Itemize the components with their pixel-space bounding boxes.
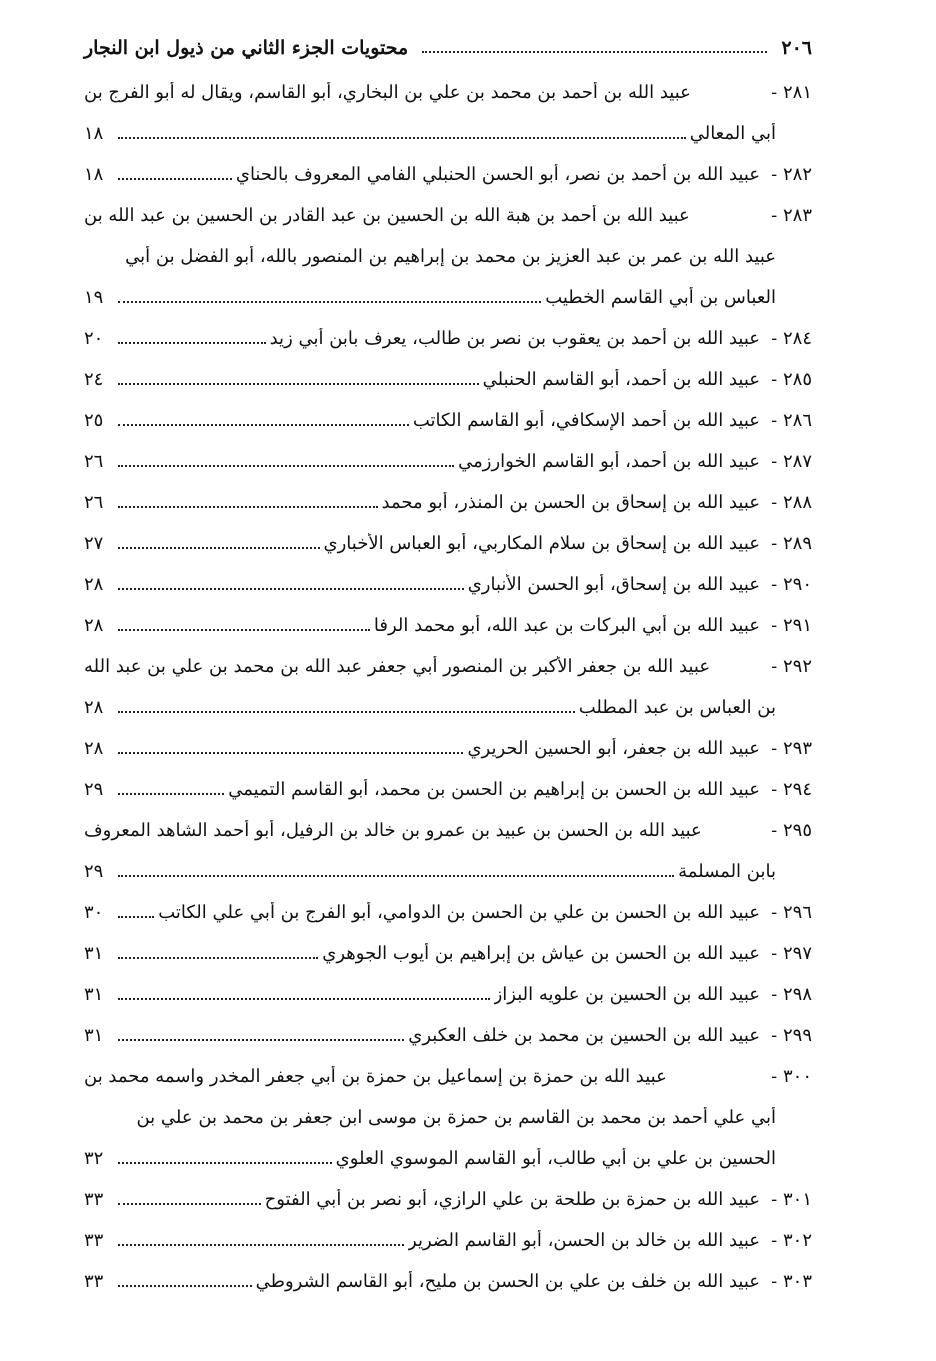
entry-number: ٢٩٦ - (771, 902, 812, 923)
entry-line (84, 482, 812, 523)
entry-line (84, 113, 812, 154)
entry-number: ٣٠١ - (771, 1189, 812, 1210)
toc-entry (84, 1056, 812, 1179)
leader-dots (118, 1039, 404, 1041)
entry-text: عبيد الله بن حمزة بن إسماعيل بن حمزة بن أبي جعفر المخدر واسمه محمد بن (84, 1066, 667, 1087)
entry-text: الحسين بن علي بن أبي طالب، أبو القاسم الموسوي العلوي (335, 1148, 776, 1169)
header-dots (422, 51, 767, 53)
toc-entry (84, 318, 812, 359)
entry-text: أبي علي أحمد بن محمد بن القاسم بن حمزة بن موسى ابن جعفر بن محمد بن علي بن (136, 1107, 776, 1128)
entry-page-number: ٢٨ (84, 738, 104, 759)
entry-line (84, 318, 812, 359)
entry-number: ٢٨٩ - (771, 533, 812, 554)
toc-entry (84, 441, 812, 482)
leader-dots (118, 875, 674, 877)
toc-entry (84, 400, 812, 441)
entry-page-number: ٣٠ (84, 902, 104, 923)
entry-line (84, 195, 812, 236)
entry-line (84, 564, 812, 605)
entry-text: عبيد الله بن الحسن بن عبيد بن عمرو بن خالد بن الرفيل، أبو أحمد الشاهد المعروف (84, 820, 702, 841)
entry-page-number: ٣٣ (84, 1230, 104, 1251)
entry-line (84, 933, 812, 974)
entry-text: عبيد الله بن أحمد الإسكافي، أبو القاسم الكاتب (412, 410, 760, 431)
entry-page-number: ١٩ (84, 287, 104, 308)
entry-line (84, 1056, 812, 1097)
toc-list (84, 72, 812, 1302)
leader-dots (118, 588, 464, 590)
entry-number: ٢٩٩ - (771, 1025, 812, 1046)
entry-line (84, 359, 812, 400)
leader-dots (118, 178, 232, 180)
entry-text: عبيد الله بن جعفر الأكبر بن المنصور أبي جعفر عبد الله بن محمد بن علي بن عبد الله (84, 656, 711, 677)
entry-text: عبيد الله بن الحسين بن علويه البزاز (493, 984, 760, 1005)
entry-line (84, 769, 812, 810)
entry-number: ٢٨٣ - (771, 205, 812, 226)
entry-page-number: ٢٦ (84, 492, 104, 513)
leader-dots (118, 752, 463, 754)
entry-text: عبيد الله بن أحمد بن هبة الله بن الحسين بن عبد القادر بن الحسين بن عبد الله بن (84, 205, 690, 226)
toc-entry (84, 1261, 812, 1302)
toc-entry (84, 974, 812, 1015)
toc-entry (84, 769, 812, 810)
entry-page-number: ٣١ (84, 943, 104, 964)
entry-text: عبيد الله بن الحسين بن محمد بن خلف العكبري (408, 1025, 760, 1046)
entry-number: ٢٩٤ - (771, 779, 812, 800)
leader-dots (118, 1203, 261, 1205)
toc-entry (84, 195, 812, 318)
toc-entry (84, 810, 812, 892)
entry-text: عبيد الله بن الحسن بن عياش بن إبراهيم بن أيوب الجوهري (322, 943, 760, 964)
entry-text: العباس بن أبي القاسم الخطيب (545, 287, 776, 308)
leader-dots (118, 547, 320, 549)
leader-dots (118, 137, 686, 139)
entry-page-number: ٢٨ (84, 615, 104, 636)
leader-dots (118, 793, 224, 795)
entry-number: ٢٩٨ - (771, 984, 812, 1005)
entry-page-number: ٢٩ (84, 861, 104, 882)
toc-entry (84, 646, 812, 728)
entry-line (84, 523, 812, 564)
entry-page-number: ٢٦ (84, 451, 104, 472)
entry-text: عبيد الله بن جعفر، أبو الحسين الحريري (467, 738, 760, 759)
entry-page-number: ٣١ (84, 984, 104, 1005)
entry-page-number: ٢٨ (84, 697, 104, 718)
leader-dots (118, 465, 454, 467)
entry-text: عبيد الله بن إسحاق بن الحسن بن المنذر، أبو محمد (381, 492, 760, 513)
entry-text: عبيد الله بن إسحاق، أبو الحسن الأنباري (467, 574, 760, 595)
page (84, 30, 812, 1302)
toc-entry (84, 1015, 812, 1056)
toc-entry (84, 1220, 812, 1261)
entry-line (84, 605, 812, 646)
toc-entry (84, 933, 812, 974)
entry-number: ٣٠٣ - (771, 1271, 812, 1292)
entry-number: ٢٩٣ - (771, 738, 812, 759)
entry-number: ٢٩٢ - (771, 656, 812, 677)
entry-line (84, 1097, 812, 1138)
entry-number: ٢٩١ - (771, 615, 812, 636)
entry-page-number: ٢٥ (84, 410, 104, 431)
entry-text: عبيد الله بن حمزة بن طلحة بن علي الرازي، أبو نصر بن أبي الفتوح (264, 1189, 760, 1210)
entry-text: عبيد الله بن أحمد بن محمد بن علي بن البخاري، أبو القاسم، ويقال له أبو الفرج بن (84, 82, 691, 103)
entry-page-number: ٣١ (84, 1025, 104, 1046)
entry-page-number: ٢٩ (84, 779, 104, 800)
leader-dots (118, 957, 318, 959)
entry-line (84, 1261, 812, 1302)
entry-line (84, 810, 812, 851)
entry-line (84, 646, 812, 687)
toc-entry (84, 892, 812, 933)
entry-number: ٢٩٠ - (771, 574, 812, 595)
entry-line (84, 851, 812, 892)
entry-line (84, 974, 812, 1015)
entry-number: ٢٨١ - (771, 82, 812, 103)
entry-text: بابن المسلمة (678, 861, 776, 882)
entry-page-number: ٢٠ (84, 328, 104, 349)
leader-dots (118, 383, 479, 385)
entry-text: عبيد الله بن أحمد، أبو القاسم الحنبلي (482, 369, 760, 390)
entry-page-number: ٢٨ (84, 574, 104, 595)
toc-entry (84, 72, 812, 154)
toc-entry (84, 728, 812, 769)
entry-text: عبيد الله بن أحمد بن نصر، أبو الحسن الحنبلي الفامي المعروف بالحناي (235, 164, 760, 185)
entry-page-number: ٢٧ (84, 533, 104, 554)
entry-number: ٢٩٥ - (771, 820, 812, 841)
entry-text: عبيد الله بن إسحاق بن سلام المكاربي، أبو العباس الأخباري (323, 533, 760, 554)
toc-entry (84, 359, 812, 400)
toc-entry (84, 482, 812, 523)
entry-text: عبيد الله بن أحمد، أبو القاسم الخوارزمي (458, 451, 760, 472)
entry-line (84, 400, 812, 441)
page-header (84, 30, 812, 66)
entry-line (84, 1179, 812, 1220)
entry-line (84, 687, 812, 728)
entry-number: ٣٠٠ - (771, 1066, 812, 1087)
entry-page-number: ١٨ (84, 164, 104, 185)
page-title: محتويات الجزء الثاني من ذيول ابن النجار (84, 37, 409, 59)
entry-line (84, 728, 812, 769)
leader-dots (118, 629, 370, 631)
leader-dots (118, 424, 409, 426)
entry-number: ٢٨٤ - (771, 328, 812, 349)
entry-number: ٢٨٧ - (771, 451, 812, 472)
entry-text: أبي المعالي (689, 123, 776, 144)
entry-line (84, 1015, 812, 1056)
entry-text: عبيد الله بن عمر بن عبد العزيز بن محمد بن إبراهيم بن المنصور بالله، أبو الفضل بن أبي (125, 246, 776, 267)
entry-page-number: ٢٤ (84, 369, 104, 390)
entry-page-number: ٣٣ (84, 1189, 104, 1210)
leader-dots (118, 711, 575, 713)
leader-dots (118, 1285, 252, 1287)
leader-dots (118, 998, 490, 1000)
page-number: ٢٠٦ (781, 37, 812, 59)
entry-number: ٢٨٥ - (771, 369, 812, 390)
toc-entry (84, 1179, 812, 1220)
leader-dots (118, 342, 266, 344)
toc-entry (84, 154, 812, 195)
entry-number: ٢٩٧ - (771, 943, 812, 964)
entry-number: ٢٨٦ - (771, 410, 812, 431)
entry-text: عبيد الله بن الحسن بن إبراهيم بن الحسن بن محمد، أبو القاسم التميمي (228, 779, 760, 800)
entry-text: عبيد الله بن أحمد بن يعقوب بن نصر بن طالب، يعرف بابن أبي زيد (269, 328, 760, 349)
entry-number: ٢٨٢ - (771, 164, 812, 185)
entry-text: عبيد الله بن أبي البركات بن عبد الله، أبو محمد الرفا (373, 615, 760, 636)
entry-line (84, 277, 812, 318)
entry-line (84, 236, 812, 277)
leader-dots (118, 301, 541, 303)
toc-entry (84, 523, 812, 564)
entry-text: بن العباس بن عبد المطلب (578, 697, 776, 718)
entry-line (84, 1220, 812, 1261)
leader-dots (118, 1244, 404, 1246)
entry-page-number: ١٨ (84, 123, 104, 144)
toc-entry (84, 564, 812, 605)
entry-text: عبيد الله بن الحسن بن علي بن الحسن بن الدوامي، أبو الفرج بن أبي علي الكاتب (158, 902, 760, 923)
entry-line (84, 441, 812, 482)
toc-entry (84, 605, 812, 646)
entry-text: عبيد الله بن خالد بن الحسن، أبو القاسم الضرير (408, 1230, 760, 1251)
leader-dots (118, 916, 154, 918)
entry-page-number: ٣٣ (84, 1271, 104, 1292)
entry-text: عبيد الله بن خلف بن علي بن الحسن بن مليح، أبو القاسم الشروطي (255, 1271, 760, 1292)
entry-line (84, 72, 812, 113)
entry-number: ٢٨٨ - (771, 492, 812, 513)
leader-dots (118, 1162, 332, 1164)
entry-page-number: ٣٢ (84, 1148, 104, 1169)
leader-dots (118, 506, 378, 508)
entry-number: ٣٠٢ - (771, 1230, 812, 1251)
entry-line (84, 1138, 812, 1179)
entry-line (84, 154, 812, 195)
entry-line (84, 892, 812, 933)
